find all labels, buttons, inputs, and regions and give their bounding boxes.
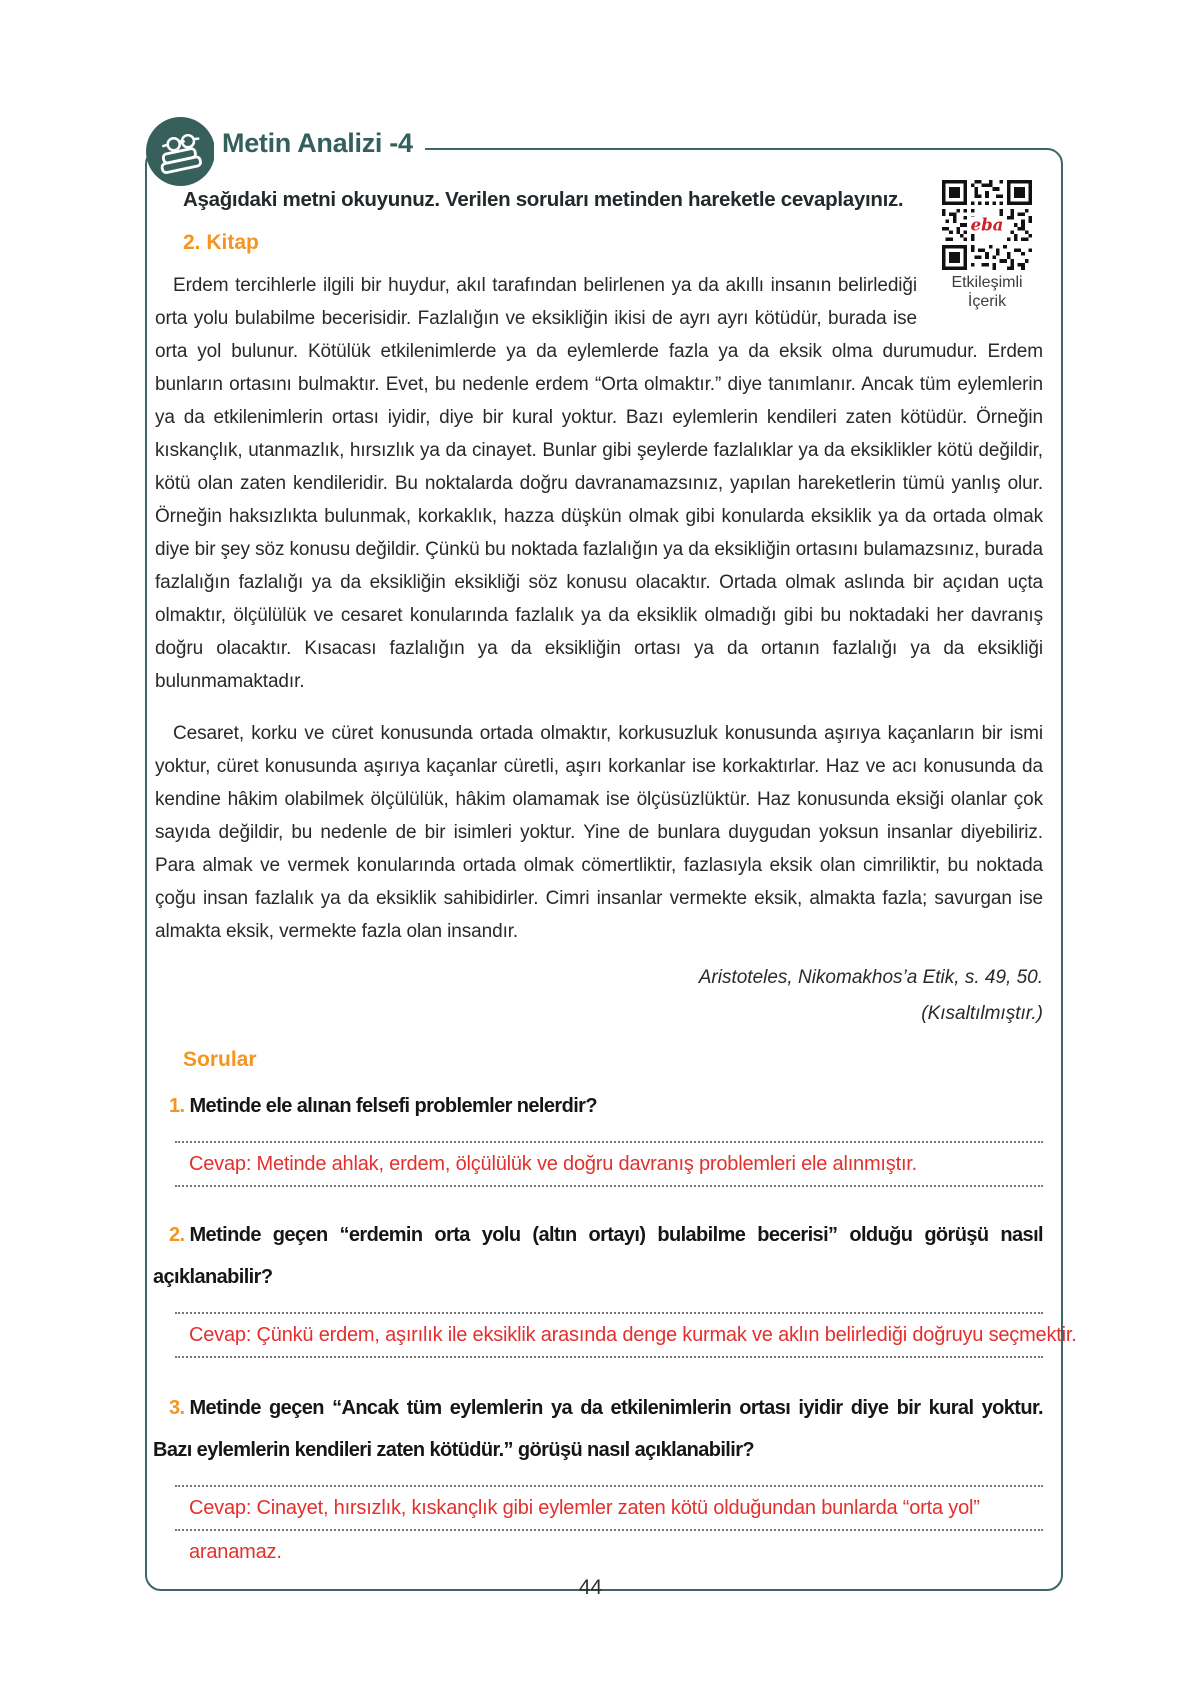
question-2-number: 2. bbox=[169, 1224, 185, 1246]
answer-area-2[interactable] bbox=[175, 1312, 1077, 1358]
questions-heading: Sorular bbox=[183, 1048, 257, 1071]
question-3-number: 3. bbox=[169, 1397, 185, 1419]
question-2 bbox=[153, 1214, 1043, 1298]
answer-1-text: Cevap: Metinde ahlak, erdem, ölçülülük ve doğru davranış problemleri ele alınmıştır. bbox=[189, 1152, 918, 1175]
question-2-text: Metinde geçen “erdemin orta yolu (altın ortayı) bulabilme becerisi” olduğu görüşü nasıl açıklanabilir? bbox=[153, 1224, 1043, 1288]
reading-paragraph-2: Cesaret, korku ve cüret konusunda ortada olmaktır, korkusuzluk konusunda aşırıya kaçanların bir ismi yoktur, cüret konusunda aşırıya kaçanlar cüretli, aşırı korkanlar ise korkaktırlar. Haz ve acı konusunda da kendine hâkim olabilmek ölçülülük, hâkim olamamak ise ölçüsüzlüktür. Haz konusunda eksiği olanlar çok sayıda değildir, bu nedenle de bir isimleri yoktur. Yine de bunlara duygudan yoksun insanlar diyebiliriz. Para almak ve vermek konularında ortada olmak cömertliktir, fazlasıyla eksik olan cimriliktir, bu noktada çoğu insan fazlalık ya da eksiklik sahibidirler. Cimri insanlar vermekte eksik, almakta fazla; savurgan ise almakta eksik, vermekte fazla olan insandır. bbox=[155, 723, 1043, 942]
question-1 bbox=[153, 1085, 1043, 1127]
worksheet-frame bbox=[145, 148, 1077, 1591]
question-1-text: Metinde ele alınan felsefi problemler nelerdir? bbox=[189, 1095, 597, 1117]
eba-logo: eba bbox=[970, 214, 1004, 235]
page-number: 44 bbox=[578, 1576, 603, 1599]
question-3 bbox=[153, 1387, 1043, 1471]
answer-area-3[interactable] bbox=[175, 1485, 1043, 1573]
reading-heading: 2. Kitap bbox=[183, 231, 259, 254]
question-1-number: 1. bbox=[169, 1095, 185, 1117]
answer-2-text: Cevap: Çünkü erdem, aşırılık ile eksiklik arasında denge kurmak ve aklın belirlediği doğruyu seçmektir. bbox=[189, 1323, 1077, 1346]
instruction-text: Aşağıdaki metni okuyunuz. Verilen soruları metinden hareketle cevaplayınız. bbox=[183, 188, 904, 211]
qr-code-icon bbox=[942, 180, 1032, 270]
qr-block[interactable] bbox=[931, 180, 1043, 311]
answer-3-line-2: aranamaz. bbox=[189, 1540, 282, 1563]
books-icon bbox=[146, 117, 215, 186]
answer-3-line-1: Cevap: Cinayet, hırsızlık, kıskançlık gibi eylemler zaten kötü olduğundan bunlarda “orta yol” bbox=[189, 1496, 980, 1519]
answer-area-1[interactable] bbox=[175, 1141, 1043, 1187]
reading-paragraph-1: Erdem tercihlerle ilgili bir huydur, akıl tarafından belirlenen ya da akıllı insanın belirlediği orta yolu bulabilme becerisidir. Fazlalığın ve eksikliğin ikisi de ayrı ayrı kötüdür, burada ise orta yol bulunur. Kötülük etkilenimlerde ya da eylemlerde fazla ya da eksik olma durumudur. Erdem bunların ortasını bulmaktır. Evet, bu nedenle erdem “Orta olmaktır.” diye tanımlanır. Ancak tüm eylemlerin ya da etkilenimlerin ortası iyidir, diye bir kural yoktur. Bazı eylemlerin kendileri zaten kötüdür. Örneğin kıskançlık, utanmazlık, hırsızlık ya da cinayet. Bunlar gibi şeylerde fazlalıklar ya da eksiklikler kötü değildir, kötü olan zaten kendileridir. Bu noktalarda doğru davranamazsınız, yapılan hareketlerin tümü yanlış olur. Örneğin haksızlıkta bulunmak, korkaklık, hazza düşkün olmak gibi konularda eksiklik ya da ortada olmak diye bir şey söz konusu değildir. Çünkü bu noktada fazlalığın ya da eksikliğin ortasını bulamazsınız, burada fazlalığın fazlalığı ya da eksikliğin eksikliği söz konusu olacaktır. Ortada olmak aslında bir açıdan uçta olmaktır, ölçülülük ve cesaret konularında fazlalık ya da eksiklik olmadığı gibi bu noktadaki her davranış doğru olacaktır. Kısacası fazlalığın ya da eksikliğin ortası ya da ortanın fazlalığı ya da eksikliği bulunmamaktadır. bbox=[155, 275, 1043, 692]
question-3-text: Metinde geçen “Ancak tüm eylemlerin ya da etkilenimlerin ortası iyidir diye bir kural yoktur. Bazı eylemlerin kendileri zaten kötüdür.” görüşü nasıl açıklanabilir? bbox=[153, 1397, 1043, 1461]
page-title: Metin Analizi -4 bbox=[214, 126, 425, 163]
attribution: Aristoteles, Nikomakhos’a Etik, s. 49, 50. (Kısaltılmıştır.) bbox=[698, 967, 1043, 1024]
qr-caption: Etkileşimli İçerik bbox=[951, 274, 1023, 310]
